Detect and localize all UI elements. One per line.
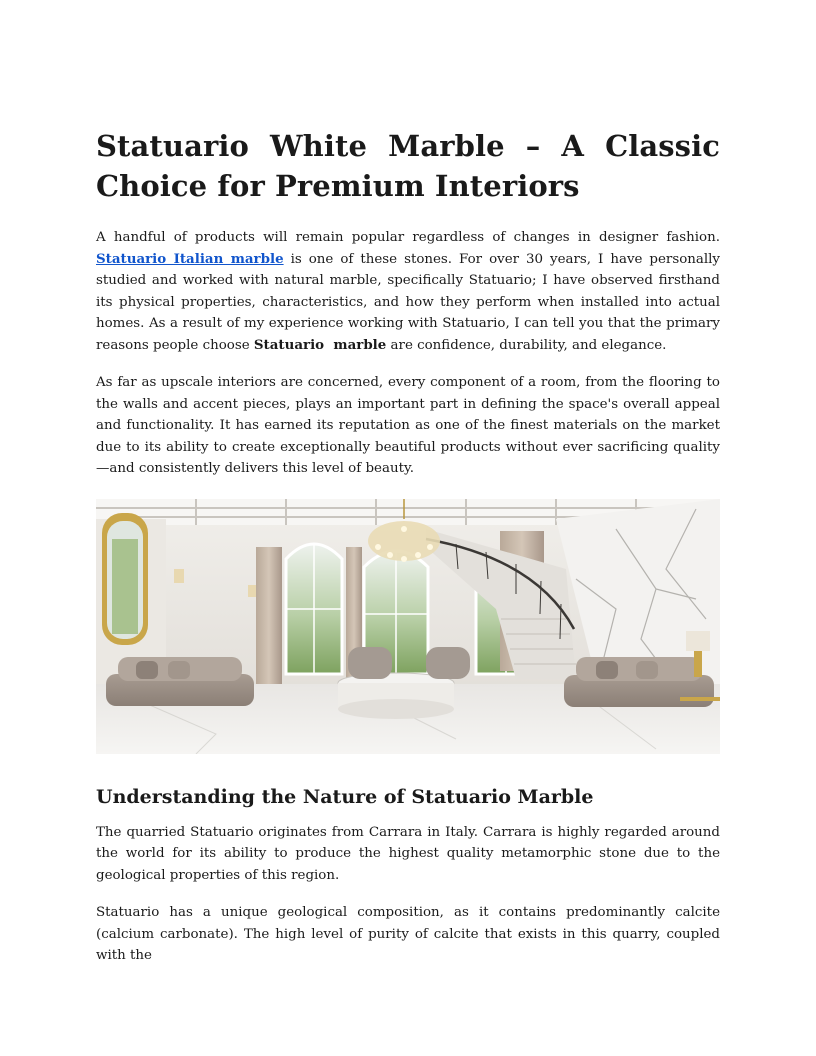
paragraph-geological-composition: Statuario has a unique geological composition, as it contains predominantly calcite (calcium carbonate). The high level of purity of calcite that exists in this quarry, coupled with the — [96, 905, 720, 963]
intro-text-2: is one of these stones. For over 30 years, I have personally studied and worked with natural marble, specifically Statuario; I have observed firsthand its physical properties, characteristics, and how they perform when installed into actual homes. As a result of my experience working with Statuario, I can tell you that the primary reasons people choose — [96, 251, 720, 353]
intro-bold-text: Statuario marble — [253, 336, 387, 353]
section-heading: Understanding the Nature of Statuario Marble — [96, 785, 594, 808]
document-body — [96, 126, 720, 967]
statuario-italian-marble-link[interactable]: Statuario Italian marble — [96, 250, 284, 267]
intro-text-1: A handful of products will remain popular regardless of changes in designer fashion. — [96, 230, 720, 245]
marble-interior-image — [96, 499, 720, 754]
page-title: Statuario White Marble – A Classic Choice for Premium Interiors — [96, 129, 720, 203]
paragraph-upscale-interiors: As far as upscale interiors are concerned, every component of a room, from the flooring to the walls and accent pieces, plays an important part in defining the space's overall appeal and functionality. It has earned its reputation as one of the finest materials on the market due to its ability to create exceptionally beautiful products without ever sacrificing quality—and consistently delivers this level of beauty. — [96, 375, 720, 476]
intro-paragraph — [96, 227, 720, 356]
marble-interior-illustration — [96, 499, 720, 754]
paragraph-carrara-origin: The quarried Statuario originates from Carrara in Italy. Carrara is highly regarded around the world for its ability to produce the highest quality metamorphic stone due to the geological properties of this region. — [96, 824, 720, 883]
intro-text-3: are confidence, durability, and elegance. — [386, 337, 667, 353]
